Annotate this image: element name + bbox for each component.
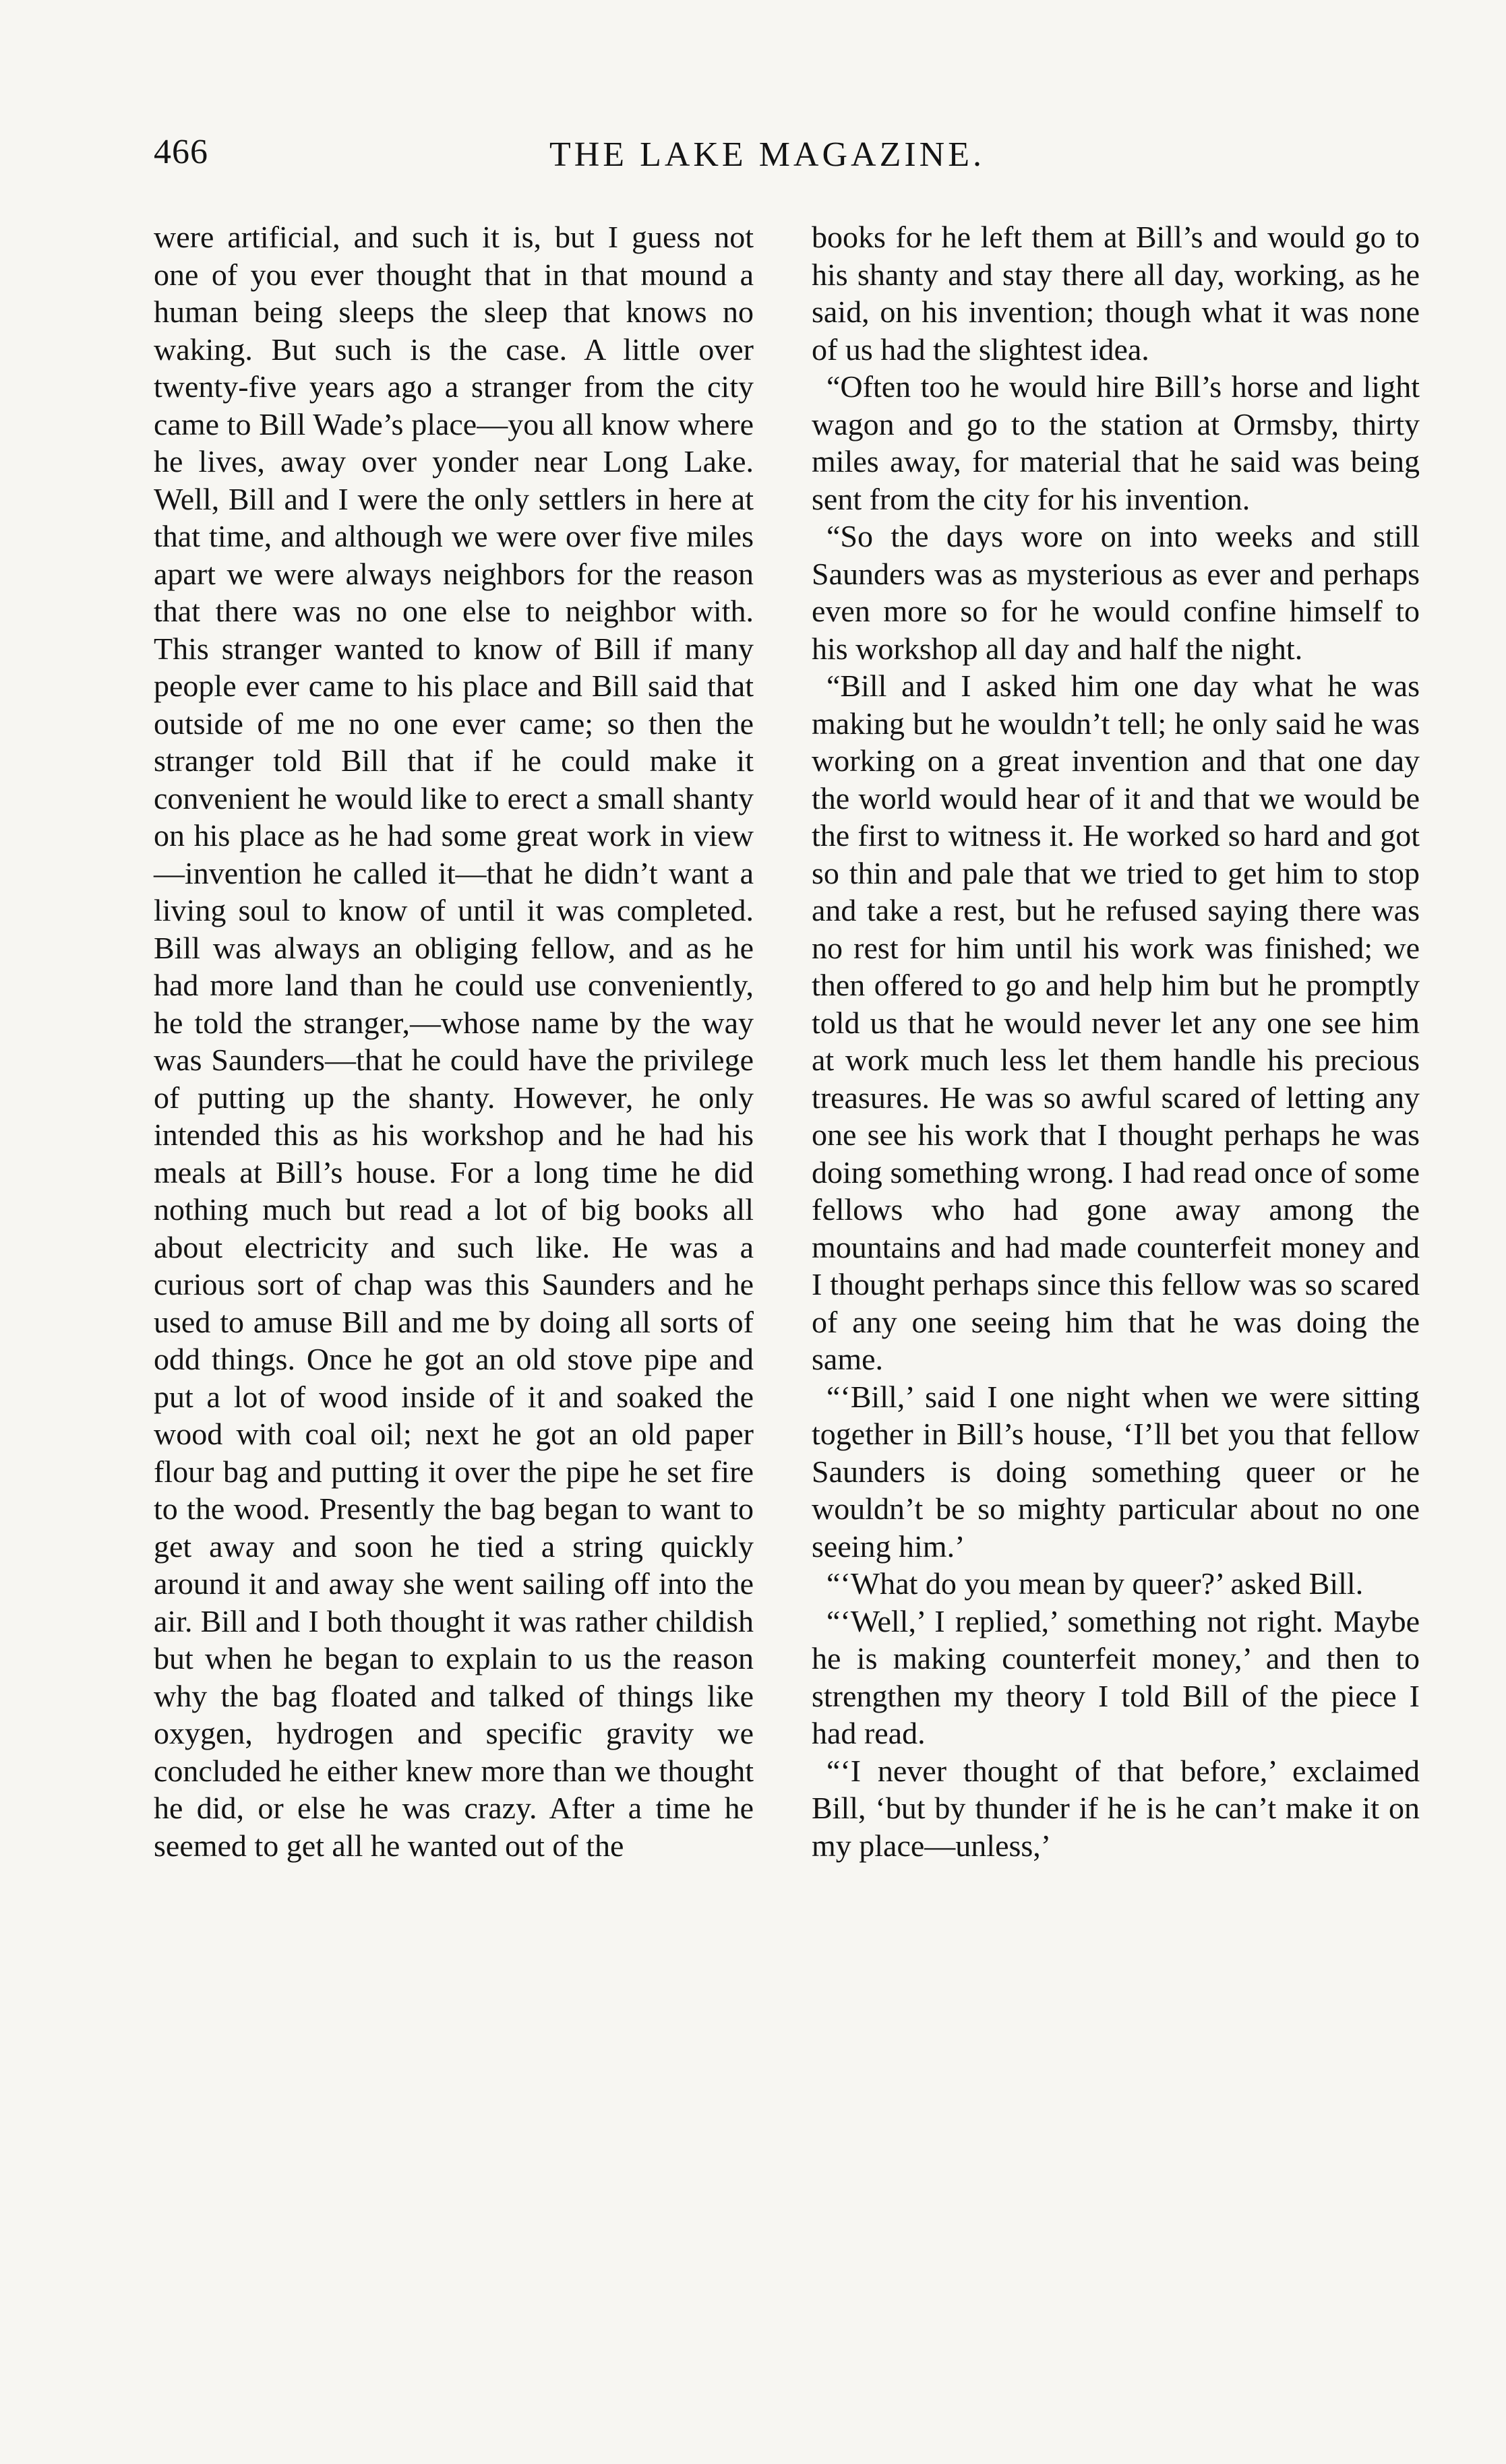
running-title: THE LAKE MAGAZINE. (549, 135, 985, 174)
right-column (812, 218, 1420, 1864)
paragraph: books for he left them at Bill’s and would go to his shanty and stay there all day, working, as he said, on his invention; though what it was none of us had the slightest idea. (812, 220, 1420, 367)
paragraph: “‘I never thought of that before,’ exclaimed Bill, ‘but by thunder if he is he can’t make it on my place—unless,’ (812, 1753, 1420, 1863)
paragraph: “‘What do you mean by queer?’ asked Bill. (826, 1566, 1364, 1601)
page-number: 466 (154, 133, 208, 171)
paragraph: “Bill and I asked him one day what he was making but he wouldn’t tell; he only said he was working on a great invention and that one day the world would hear of it and that we would be the first to witness it. He worked so hard and got so thin and pale that we tried to get him to stop and take a rest, but he refused saying there was no rest for him until his work was finished; we then offered to go and help him but he promptly told us that he would never let any one see him at work much less let them handle his precious treasures. He was so awful scared of letting any one see his work that I thought perhaps he was doing something wrong. I had read once of some fellows who had gone away among the mountains and had made counterfeit money and I thought perhaps since this fellow was so scared of any one seeing him that he was doing the same. (812, 669, 1420, 1376)
paragraph: “‘Bill,’ said I one night when we were sitting together in Bill’s house, ‘I’ll bet you that fellow Saunders is doing something queer or he wouldn’t be so mighty particular about no one seeing him.’ (812, 1379, 1420, 1564)
paragraph: were artificial, and such it is, but I guess not one of you ever thought that in that mound a human being sleeps the sleep that knows no waking. But such is the case. A little over twenty-five years ago a stranger from the city came to Bill Wade’s place—you all know where he lives, away over yonder near Long Lake. Well, Bill and I were the only settlers in here at that time, and although we were over five miles apart we were always neighbors for the reason that there was no one else to neighbor with. This stranger wanted to know of Bill if many people ever came to his place and Bill said that outside of me no one ever came; so then the stranger told Bill that if he could make it convenient he would like to erect a small shanty on his place as he had some great work in view—invention he called it—that he didn’t want a living soul to know of until it was completed. Bill was always an obliging fellow, and as he had more land than he could use conveniently, he told the stranger,—whose name by the way was Saunders—that he could have the privilege of putting up the shanty. However, he only intended this as his workshop and he had his meals at Bill’s house. For a long time he did nothing much but read a lot of big books all about electricity and such like. He was a curious sort of chap was this Saunders and he used to amuse Bill and me by doing all sorts of odd things. Once he got an old stove pipe and put a lot of wood inside of it and soaked the wood with coal oil; next he got an old paper flour bag and putting it over the pipe he set fire to the wood. Presently the bag began to want to get away and soon he tied a string quickly around it and away she went sailing off into the air. Bill and I both thought it was rather childish but when he began to explain to us the reason why the bag floated and talked of things like oxygen, hydrogen and specific gravity we concluded he either knew more than we thought he did, or else he was crazy. After a time he seemed to get all he wanted out of the (154, 220, 754, 1863)
paragraph: “Often too he would hire Bill’s horse and light wagon and go to the station at Ormsby, thirty miles away, for material that he said was being sent from the city for his invention. (812, 369, 1420, 516)
left-column (154, 218, 754, 1864)
page-header (154, 132, 1381, 186)
paragraph: “‘Well,’ I replied,’ something not right. Maybe he is making counterfeit money,’ and then to strengthen my theory I told Bill of the piece I had read. (812, 1603, 1420, 1750)
paragraph: “So the days wore on into weeks and still Saunders was as mysterious as ever and perhaps even more so for he would confine himself to his workshop all day and half the night. (812, 519, 1420, 666)
